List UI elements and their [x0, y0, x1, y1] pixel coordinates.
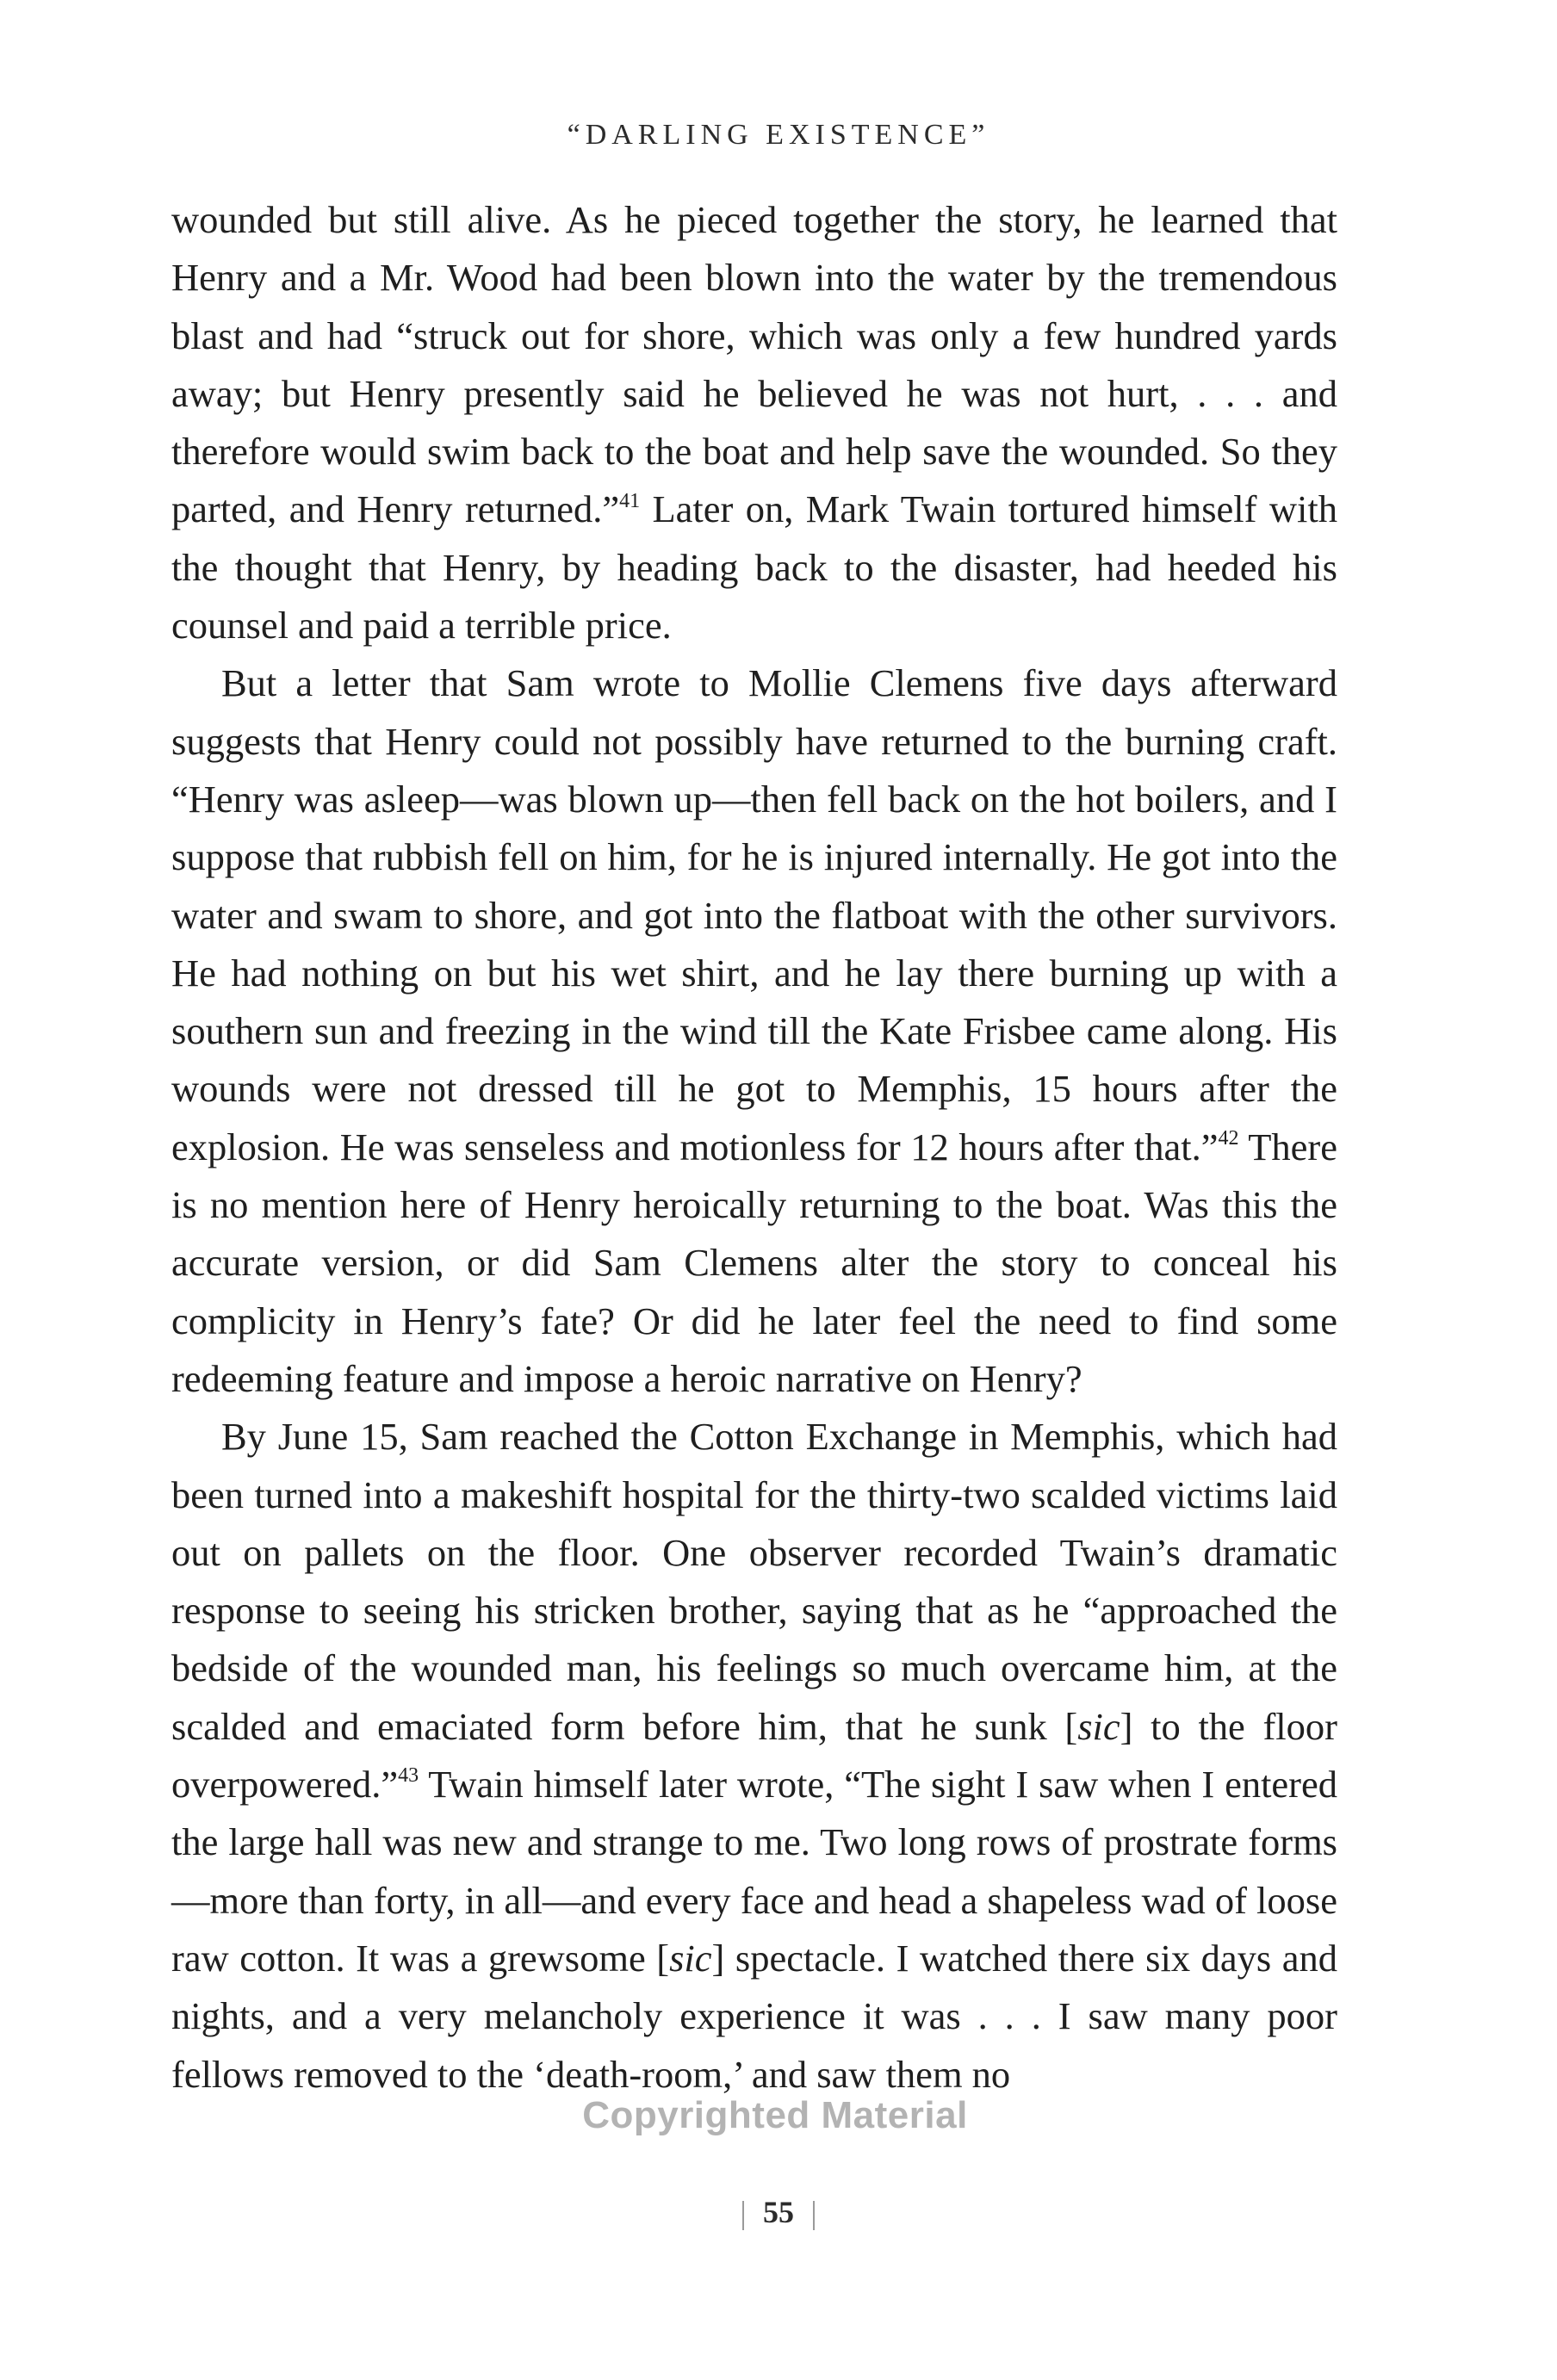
footnote-ref-42: 42	[1218, 1126, 1239, 1150]
page-number	[0, 2194, 1557, 2230]
copyright-watermark: Copyrighted Material	[582, 2094, 968, 2136]
folio-right-rule	[813, 2201, 815, 2230]
paragraph-1-text-b: Later on, Mark Twain tortured himself with the thought that Henry, by heading back to the disaster, had heeded his counsel and paid a terrible price.	[171, 487, 1337, 648]
paragraph-2	[171, 654, 1337, 1408]
paragraph-1	[171, 191, 1337, 654]
paragraph-3-text-a: By June 15, Sam reached the Cotton Exchange in Memphis, which had been turned into a makeshift hospital for the thirty-two scalded victims laid out on pallets on the floor. One observer recorded Twain’s dramatic response to seeing his stricken brother, saying that as he “approached the bedside of the wounded man, his feelings so much overcame him, at the scalded and emaciated form before him, that he sunk [	[171, 1415, 1337, 1748]
page-number-value: 55	[763, 2195, 794, 2229]
paragraph-3-text-d: ] spectacle. I watched there six days and nights, and a very melancholy experience it was . . . I saw many poor fellows removed to the ‘death-room,’ and saw them no	[171, 1936, 1337, 2096]
paragraph-2-text-a: But a letter that Sam wrote to Mollie Clemens five days afterward suggests that Henry could not possibly have returned to the burning craft. “Henry was asleep—was blown up—then fell back on the hot boilers, and I suppose that rubbish fell on him, for he is injured internally. He got into the water and swam to shore, and got into the flatboat with the other survivors. He had nothing on but his wet shirt, and he lay there burning up with a southern sun and freezing in the wind till the Kate Frisbee came along. His wounds were not dressed till he got to Memphis, 15 hours after the explosion. He was senseless and motionless for 12 hours after that.”	[171, 661, 1337, 1168]
paragraph-2-text-b: There is no mention here of Henry heroically returning to the boat. Was this the accurate version, or did Sam Clemens alter the story to conceal his complicity in Henry’s fate? Or did he later feel the need to find some redeeming feature and impose a heroic narrative on Henry?	[171, 1125, 1337, 1400]
footnote-ref-41: 41	[619, 489, 641, 512]
body-text	[171, 191, 1337, 2104]
paragraph-3-text-b: ] to the floor overpowered.”	[171, 1704, 1337, 1807]
paragraph-3	[171, 1408, 1337, 2104]
running-head: “DARLING EXISTENCE”	[567, 119, 990, 151]
folio-left-rule	[742, 2201, 744, 2230]
footnote-ref-43: 43	[398, 1764, 419, 1788]
paragraph-1-text-a: wounded but still alive. As he pieced together the story, he learned that Henry and a Mr. Wood had been blown into the water by the tremendous blast and had “struck out for shore, which was only a few hundred yards away; but Henry presently said he believed he was not hurt, . . . and therefore would swim back to the boat and help save the wounded. So they parted, and Henry returned.”	[171, 198, 1337, 531]
sic-italic-2: sic	[669, 1936, 712, 1980]
paragraph-3-text-c: Twain himself later wrote, “The sight I saw when I entered the large hall was new and strange to me. Two long rows of prostrate forms—more than forty, in all—and every face and head a shapeless wad of loose raw cotton. It was a grewsome [	[171, 1763, 1337, 1980]
sic-italic-1: sic	[1077, 1704, 1120, 1748]
